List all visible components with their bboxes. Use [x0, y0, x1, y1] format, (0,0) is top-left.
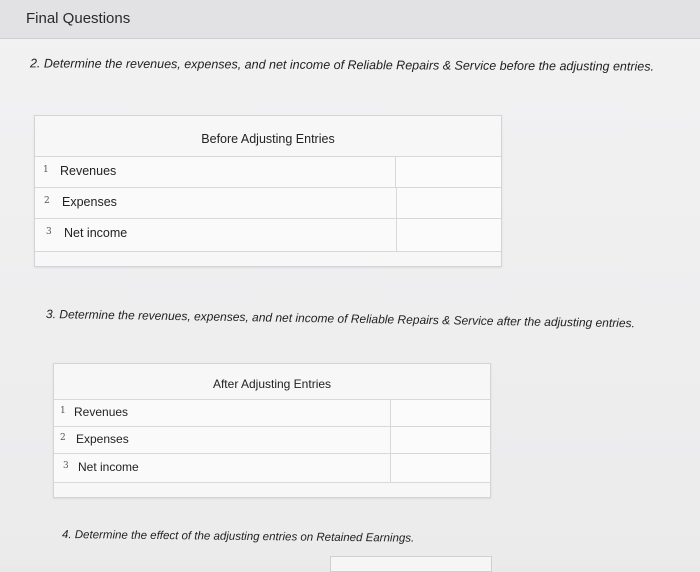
before-adjusting-table	[34, 115, 502, 267]
after-adjusting-heading: After Adjusting Entries	[212, 377, 332, 391]
row-number: 1	[43, 165, 49, 175]
table-row	[54, 399, 490, 427]
net-income-after-input[interactable]	[391, 454, 490, 482]
revenues-after-input[interactable]	[391, 400, 490, 427]
net-income-before-input[interactable]	[397, 219, 501, 251]
page-title: Final Questions	[26, 10, 131, 27]
expenses-before-input[interactable]	[397, 188, 501, 219]
retained-earnings-input[interactable]	[330, 556, 492, 572]
row-label-revenues: Revenues	[60, 164, 117, 178]
table-row	[54, 426, 490, 454]
table-row	[35, 156, 501, 188]
row-number: 2	[60, 433, 66, 443]
row-label-net-income: Net income	[64, 226, 128, 240]
table-row	[35, 187, 501, 219]
table-row	[54, 453, 490, 483]
row-number: 2	[44, 196, 50, 206]
after-adjusting-table	[53, 363, 491, 498]
expenses-after-input[interactable]	[391, 427, 490, 454]
row-number: 1	[60, 406, 66, 416]
question-2-text: 2. Determine the revenues, expenses, and net income of Reliable Repairs & Service before the adjusting entries.	[29, 56, 655, 74]
question-3-text: 3. Determine the revenues, expenses, and net income of Reliable Repairs & Service after the adjusting entries.	[45, 307, 636, 331]
revenues-before-input[interactable]	[396, 157, 501, 188]
row-label-revenues: Revenues	[74, 405, 129, 419]
row-number: 3	[63, 461, 69, 471]
row-label-expenses: Expenses	[76, 432, 129, 446]
table-row	[35, 218, 501, 252]
row-number: 3	[46, 227, 52, 237]
row-label-net-income: Net income	[78, 460, 139, 474]
before-adjusting-heading: Before Adjusting Entries	[201, 132, 335, 146]
question-4-text: 4. Determine the effect of the adjusting entries on Retained Earnings.	[61, 529, 415, 545]
row-label-expenses: Expenses	[62, 195, 117, 209]
page-header	[0, 0, 700, 39]
